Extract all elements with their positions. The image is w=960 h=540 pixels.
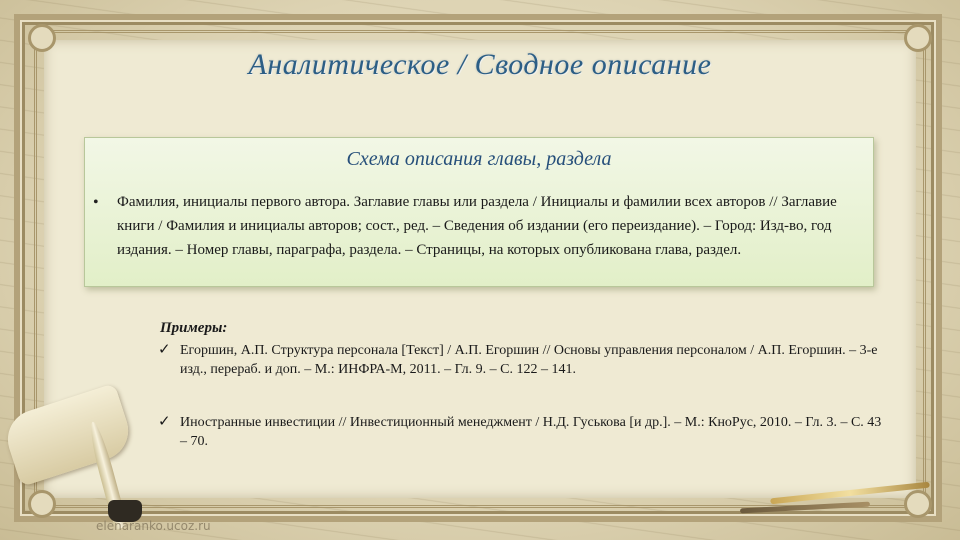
slide-title: Аналитическое / Сводное описание bbox=[248, 48, 712, 81]
frame-corner-ornament bbox=[28, 490, 56, 518]
scheme-box bbox=[84, 137, 874, 287]
checkmark-icon: ✓ bbox=[158, 414, 171, 430]
examples-label: Примеры: bbox=[160, 320, 228, 336]
example-item bbox=[158, 413, 888, 451]
checkmark-icon: ✓ bbox=[158, 342, 171, 358]
example-item bbox=[158, 341, 888, 379]
bullet-marker: • bbox=[93, 194, 99, 211]
example-text: Иностранные инвестиции // Инвестиционный менеджмент / Н.Д. Гуськова [и др.]. – М.: КноРус, 2010. – Гл. 3. – С. 43 – 70. bbox=[180, 415, 882, 449]
examples-section bbox=[158, 320, 888, 465]
scheme-text: Фамилия, инициалы первого автора. Заглавие главы или раздела / Инициалы и фамилии всех авторов // Заглавие книги / Фамилия и инициалы авторов; сост., ред. – Сведения об издании (его переиздание). – Город: Изд-во, год издания. – Номер главы, параграфа, раздела. – Страницы, на которых опубликована глава, раздел. bbox=[117, 194, 837, 258]
scheme-title: Схема описания главы, раздела bbox=[346, 148, 612, 170]
site-watermark: elenaranko.ucoz.ru bbox=[96, 519, 211, 533]
frame-corner-ornament bbox=[904, 490, 932, 518]
example-text: Егоршин, А.П. Структура персонала [Текст] / А.П. Егоршин // Основы управления персоналом / А.П. Егоршин. – 3-е изд., перераб. и доп. – М.: ИНФРА-М, 2011. – Гл. 9. – С. 122 – 141. bbox=[180, 343, 878, 377]
